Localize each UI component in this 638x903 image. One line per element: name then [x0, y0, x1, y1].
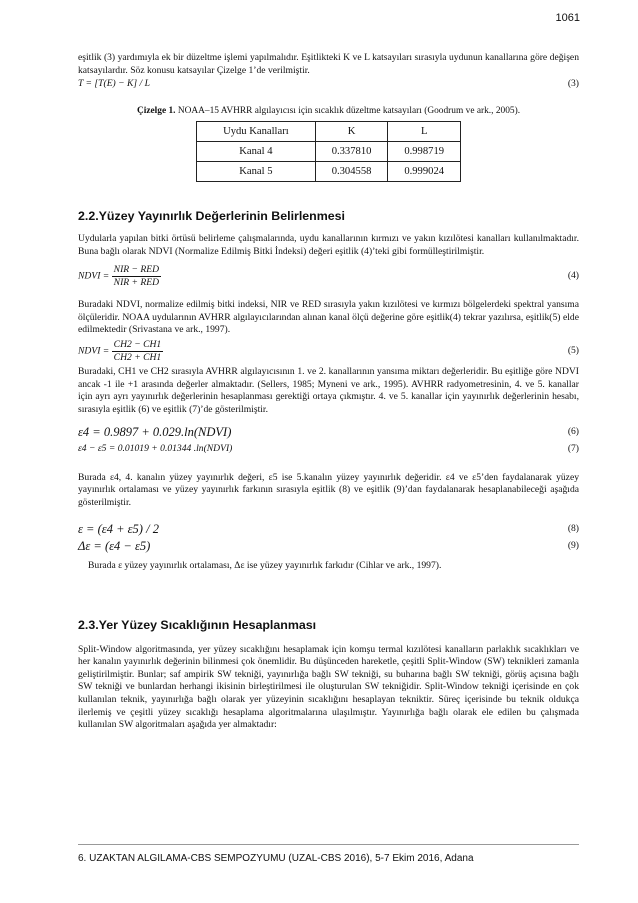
section-heading-2-3: 2.3.Yer Yüzey Sıcaklığının Hesaplanması [78, 618, 317, 633]
equation-8 [78, 523, 579, 536]
paragraph-split-window: Split-Window algoritmasında, yer yüzey sıcaklığını hesaplamak için komşu termal kızılötesi kanalların parlaklık sıcaklıkları ve her kanalın yayınırlık değerinin bilinmesi çok önemlidir. Bu düşünceden hareketle, çeşitli Split-Window (SW) teknikleri zamanla geliştirilmiştir. Bunlar; saf ampirik SW tekniği, yayınırlığa bağlı SW tekniği, su buharına bağlı SW tekniği, görüş açısına bağlı SW tekniği ve bunlardan herhangi ikisinin birleştirilmesi ile oluşturulan SW tekniğidir. Split-Window tekniği içerisinde en çok kullanılan teknik, yayınırlığa bağlı olarak yer yüzeyinin sıcaklığını hesaplayan tekniktir. Süreç içerisinde bu teknik oldukça ilerlemiş ve çeşitli yüzey sıcaklığı hesaplama algoritmalarına ulaşılmıştır. Yayınırlığa bağlı olarak ele edilen bu çalışmada kullanılan SW algoritmaları aşağıda yer almaktadır: [78, 643, 579, 731]
equation-9 [78, 540, 579, 553]
table-header-row [197, 122, 461, 142]
equation-4 [78, 264, 579, 289]
intro-paragraph: eşitlik (3) yardımıyla ek bir düzeltme işlemi yapılmalıdır. Eşitlikteki K ve L katsayıları sırasıyla uydunun kanallarına göre değişen katsayılardır. Söz konusu katsayılar Çizelge 1’de verilmiştir. [78, 52, 579, 76]
table-cell: 0.304558 [315, 162, 388, 182]
equation-5-number: (5) [567, 345, 579, 357]
paragraph-channels: Buradaki, CH1 ve CH2 sırasıyla AVHRR algılayıcısının 1. ve 2. kanallarının yansıma miktarı değerleridir. Bu eşitliğe göre NDVI ancak -1 ile +1 arasında değerler almaktadır. (Sellers, 1985; Myneni ve ark., 1995). AVHRR radyometresinin, 4. ve 5. kanallar için ayrı ayrı yayınırlık değerlerinin hesaplanması gerektiği ortaya çıkmıştır. 4. ve 5. kanallar için yayınırlık değerlerinin hesabı, sırasıyla eşitlik (6) ve eşitlik (7)’de gösterilmiştir. [78, 365, 579, 415]
table-cell: Kanal 5 [197, 162, 316, 182]
equation-7-number: (7) [567, 442, 579, 454]
paragraph-ndvi-intro: Uydularla yapılan bitki örtüsü belirleme çalışmalarında, uydu kanallarının kırmızı ve yakın kızılötesi kanalları kullanılmaktadır. Buna bağlı olarak NDVI (Normalize Edilmiş Bitki İndeksi) değeri eşitlik (4)’teki gibi formülleştirilmiştir. [78, 232, 579, 257]
page-number: 1061 [555, 12, 580, 24]
table-row [197, 162, 461, 182]
table-row [197, 142, 461, 162]
page-body [78, 52, 579, 732]
equation-7-body: ε4 − ε5 = 0.01019 + 0.01344 .ln(NDVI) [78, 442, 233, 454]
equation-8-body: ε = (ε4 + ε5) / 2 [78, 522, 159, 537]
section-heading-2-2: 2.2.Yüzey Yayınırlık Değerlerinin Belirlenmesi [78, 209, 345, 224]
table-caption [78, 105, 579, 118]
equation-4-fraction [112, 264, 161, 289]
table-cell: 0.999024 [388, 162, 461, 182]
paragraph-emissivity: Burada ε4, 4. kanalın yüzey yayınırlık değeri, ε5 ise 5.kanalın yüzey yayınırlık değeridir. ε4 ve ε5’den faydalanarak yüzey yayınırlık ortalaması ve yüzey yayınırlık farkının sırasıyla eşitlik (8) ve eşitlik (9)’dan faydalanarak hesaplanabileceği aşağıda gösterilmiştir. [78, 471, 579, 508]
equation-8-number: (8) [567, 523, 579, 535]
paragraph-ndvi-explain: Buradaki NDVI, normalize edilmiş bitki indeksi, NIR ve RED sırasıyla yakın kızılötesi ve kırmızı bölgelerdeki spektral yansıma ölçüleridir. NOAA uydularının AVHRR algılayıcılarından alınan kanal ölçü değerine göre eşitlik(4) tekrar yazılırsa, eşitlik(5) elde edilmektedir (Srivastana ve ark., 1997). [78, 299, 579, 336]
equation-5-fraction [112, 339, 164, 364]
table-caption-text: NOAA–15 AVHRR algılayıcısı için sıcaklık düzeltme katsayıları (Goodrum ve ark., 2005). [175, 105, 521, 116]
equation-5-numerator: CH2 − CH1 [113, 338, 162, 350]
equation-3 [78, 78, 579, 91]
equation-3-number: (3) [567, 78, 579, 90]
coefficients-table [196, 121, 461, 182]
equation-4-lhs: NDVI = [78, 270, 110, 282]
equation-5 [78, 339, 579, 364]
paragraph-emissivity-definitions: Burada ε yüzey yayınırlık ortalaması, Δε ise yüzey yayınırlık farkıdır (Cihlar ve ark., 1997). [88, 560, 442, 572]
equation-3-body: T = [T(E) − K] / L [78, 78, 150, 90]
table-header-cell: L [388, 122, 461, 142]
equation-9-number: (9) [567, 539, 579, 551]
footer-divider [78, 844, 579, 845]
equation-4-number: (4) [567, 270, 579, 282]
equation-4-numerator: NIR − RED [113, 264, 160, 276]
table-header-cell: K [315, 122, 388, 142]
equation-5-denominator: CH2 + CH1 [113, 351, 162, 363]
table-caption-label: Çizelge 1. [136, 105, 176, 116]
equation-6 [78, 426, 579, 439]
footer-text: 6. UZAKTAN ALGILAMA-CBS SEMPOZYUMU (UZAL-CBS 2016), 5-7 Ekim 2016, Adana [78, 853, 474, 864]
table-header-cell: Uydu Kanalları [197, 122, 316, 142]
equation-5-lhs: NDVI = [78, 345, 110, 357]
equation-6-body: ε4 = 0.9897 + 0.029.ln(NDVI) [78, 425, 232, 440]
table-cell: Kanal 4 [197, 142, 316, 162]
equation-9-body: Δε = (ε4 − ε5) [78, 538, 151, 553]
table-cell: 0.337810 [315, 142, 388, 162]
equation-4-denominator: NIR + RED [113, 277, 160, 289]
equation-7 [78, 443, 579, 456]
table-cell: 0.998719 [388, 142, 461, 162]
equation-6-number: (6) [567, 426, 579, 438]
